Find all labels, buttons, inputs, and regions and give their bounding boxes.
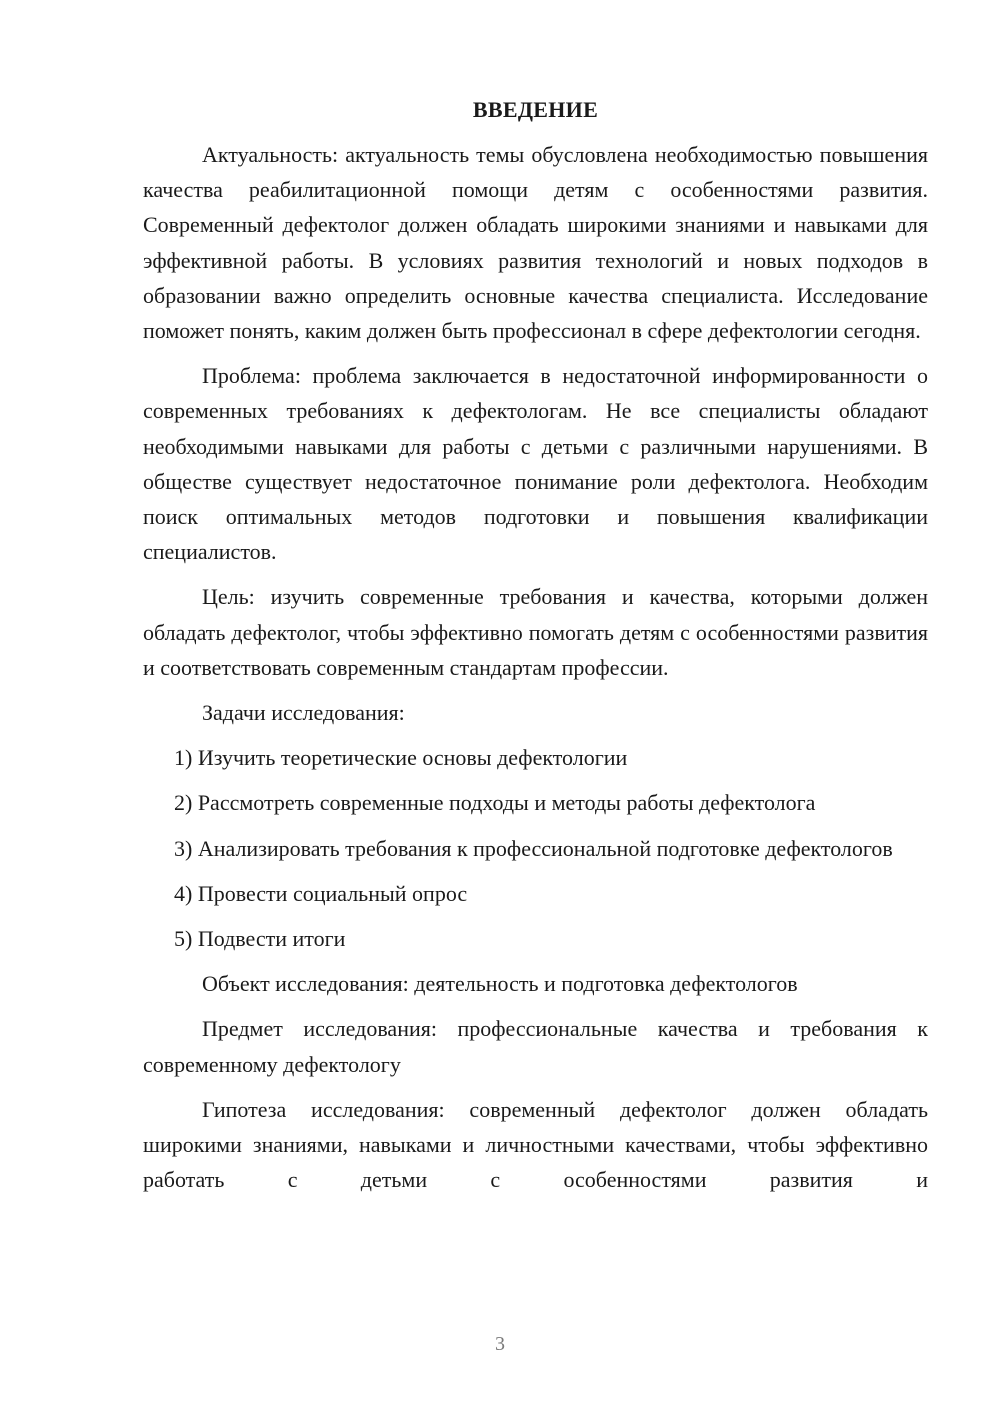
- section-title: ВВЕДЕНИЕ: [472, 97, 599, 122]
- paragraph-goal: Цель: изучить современные требования и качества, которыми должен обладать дефектолог, чтобы эффективно помогать детям с особенностями развития и соответствовать современным стандартам профессии.: [143, 584, 928, 680]
- paragraph-relevance: Актуальность: актуальность темы обусловлена необходимостью повышения качества реабилитационной помощи детям с особенностями развития. Современный дефектолог должен обладать широкими знаниями и навыками для эффективной работы. В условиях развития технологий и новых подходов в образовании важно определить основные качества специалиста. Исследование поможет понять, каким должен быть профессионал в сфере дефектологии сегодня.: [143, 142, 928, 344]
- task-item: 3) Анализировать требования к профессиональной подготовке дефектологов: [174, 835, 893, 861]
- paragraph-tasks-heading: Задачи исследования:: [202, 700, 405, 726]
- paragraph-subject: Предмет исследования: профессиональные качества и требования к современному дефектологу: [143, 1016, 928, 1077]
- task-item: 4) Провести социальный опрос: [174, 880, 468, 906]
- task-item: 5) Подвести итоги: [174, 926, 346, 952]
- page-number: 3: [495, 1333, 505, 1355]
- task-item: 2) Рассмотреть современные подходы и методы работы дефектолога: [174, 790, 816, 816]
- paragraph-hypothesis: Гипотеза исследования: современный дефектолог должен обладать широкими знаниями, навыками и личностными качествами, чтобы эффективно работать с детьми с особенностями развития и: [143, 1096, 928, 1193]
- paragraph-object: Объект исследования: деятельность и подготовка дефектологов: [202, 971, 798, 997]
- document-page: [143, 92, 928, 1197]
- task-item: 1) Изучить теоретические основы дефектологии: [174, 745, 628, 771]
- paragraph-problem: Проблема: проблема заключается в недостаточной информированности о современных требованиях к дефектологам. Не все специалисты обладают необходимыми навыками для работы с детьми с различными нарушениями. В обществе существует недостаточное понимание роли дефектолога. Необходим поиск оптимальных методов подготовки и повышения квалификации специалистов.: [143, 363, 928, 565]
